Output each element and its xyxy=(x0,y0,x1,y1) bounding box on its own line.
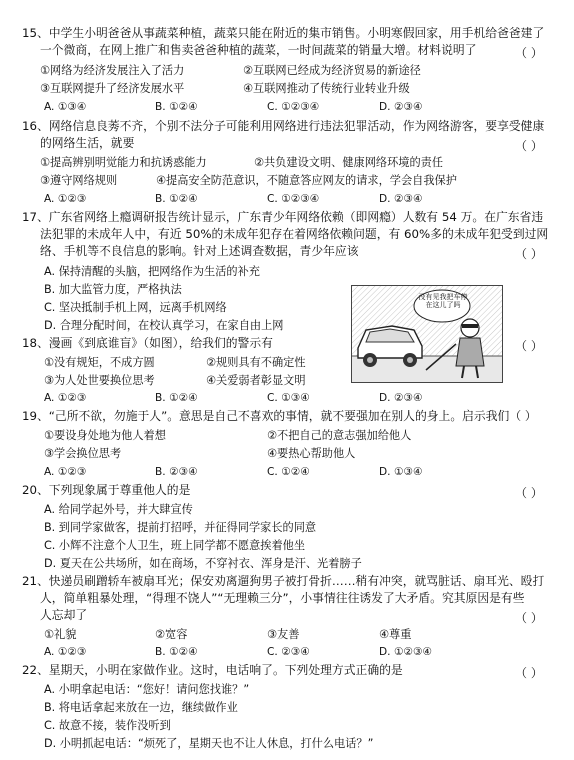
q18-option-b: B. ①②④ xyxy=(155,392,198,404)
q15-statement-2: ②互联网已经成为经济贸易的新途径 xyxy=(243,64,421,77)
q21-answer-paren: （ ） xyxy=(515,611,543,625)
q19-option-b: B. ②③④ xyxy=(155,466,198,478)
q20-option-c: C. 小辉不注意个人卫生，班上同学都不愿意挨着他坐 xyxy=(44,539,306,552)
q18-option-a: A. ①②③ xyxy=(44,392,87,404)
q20-option-b: B. 到同学家做客，提前打招呼，并征得同学家长的同意 xyxy=(44,521,317,534)
q15-stem-line2: 一个微商，在网上推广和售卖爸爸种植的蔬菜，一时间蔬菜的销量大增。材料说明了 xyxy=(40,43,477,57)
q21-statement-3: ③友善 xyxy=(267,628,300,641)
q16-option-b: B. ①②④ xyxy=(155,193,198,205)
q18-statement-3: ③为人处世要换位思考 xyxy=(44,374,155,387)
q20-option-d: D. 夏天在公共场所，如在商场，不穿衬衣、浑身是汗、光着膀子 xyxy=(44,557,362,570)
q15-option-b: B. ①②④ xyxy=(155,101,198,113)
q21-statement-4: ④尊重 xyxy=(379,628,412,641)
q16-statement-4: ④提高安全防范意识，不随意答应网友的请求，学会自我保护 xyxy=(156,174,457,187)
q16-answer-paren: （ ） xyxy=(515,139,543,153)
cartoon-image xyxy=(351,285,503,383)
q19-statement-4: ④要热心帮助他人 xyxy=(267,447,356,460)
q18-option-d: D. ②③④ xyxy=(379,392,423,404)
q18-option-c: C. ①③④ xyxy=(267,392,310,404)
q20-option-a: A. 给同学起外号，并大肆宣传 xyxy=(44,503,193,516)
q19-option-d: D. ①③④ xyxy=(379,466,423,478)
q18-stem: 18、漫画《到底谁盲》（如图），给我们的警示有 xyxy=(22,336,273,350)
q18-statement-2: ②规则具有不确定性 xyxy=(206,356,306,369)
q15-option-c: C. ①②③④ xyxy=(267,101,320,113)
q21-statement-2: ②宽容 xyxy=(155,628,188,641)
q21-option-c: C. ②③④ xyxy=(267,646,310,658)
q19-statement-2: ②不把自己的意志强加给他人 xyxy=(267,429,412,442)
q19-option-c: C. ①②④ xyxy=(267,466,310,478)
q17-stem-line2: 法犯罪的未成年人中，有近 50%的未成年犯存在着网络依赖问题，有 60%多的未成年犯受到过网 xyxy=(40,227,549,241)
q16-option-a: A. ①②③ xyxy=(44,193,87,205)
q21-stem-line2: 人，简单粗暴处理，“得理不饶人”“无理赖三分”，小事情往往诱发了大矛盾。究其原因是有些 xyxy=(40,591,525,605)
q16-option-c: C. ①②③④ xyxy=(267,193,320,205)
q22-option-d: D. 小明抓起电话：“烦死了，星期天也不让人休息，打什么电话？” xyxy=(44,737,374,750)
q21-stem-line3: 人忘却了 xyxy=(40,608,88,622)
q16-option-d: D. ②③④ xyxy=(379,193,423,205)
q17-option-d: D. 合理分配时间，在校认真学习，在家自由上网 xyxy=(44,319,284,332)
q17-option-a: A. 保持清醒的头脑，把网络作为生活的补充 xyxy=(44,265,260,278)
q15-answer-paren: （ ） xyxy=(515,46,543,60)
q21-option-b: B. ①②④ xyxy=(155,646,198,658)
q21-option-a: A. ①②③ xyxy=(44,646,87,658)
q19-option-a: A. ①②③ xyxy=(44,466,87,478)
q22-option-a: A. 小明拿起电话：“您好！请问您找谁？” xyxy=(44,683,250,696)
q20-answer-paren: （ ） xyxy=(515,486,543,500)
q16-statement-2: ②共负建设文明、健康网络环境的责任 xyxy=(254,156,444,169)
q19-statement-1: ①要设身处地为他人着想 xyxy=(44,429,166,442)
q17-stem-line1: 17、广东省网络上瘾调研报告统计显示，广东青少年网络依赖（即网瘾）人数有 54 万。在广东省违 xyxy=(22,210,544,224)
q21-stem-line1: 21、快递员刷蹭轿车被扇耳光；保安劝离遛狗男子被打骨折……稍有冲突，就骂脏话、扇耳光、殴打 xyxy=(22,574,545,588)
q18-statement-4: ④关爱弱者彰显文明 xyxy=(206,374,306,387)
q21-statement-1: ①礼貌 xyxy=(44,628,77,641)
cartoon-speech-text: 没有见我把车停在这儿了吗 xyxy=(418,293,468,309)
q17-option-b: B. 加大监管力度，严格执法 xyxy=(44,283,182,296)
q18-answer-paren: （ ） xyxy=(515,339,543,353)
q15-statement-1: ①网络为经济发展注入了活力 xyxy=(40,64,185,77)
q16-stem-line2: 的网络生活，就要 xyxy=(40,136,135,150)
q18-statement-1: ①没有规矩，不成方圆 xyxy=(44,356,155,369)
q15-option-a: A. ①③④ xyxy=(44,101,87,113)
q15-option-d: D. ②③④ xyxy=(379,101,423,113)
q17-option-c: C. 坚决抵制手机上网，远离手机网络 xyxy=(44,301,227,314)
q16-statement-1: ①提高辨别明觉能力和抗诱惑能力 xyxy=(40,156,207,169)
q17-stem-line3: 络、手机等不良信息的影响。针对上述调查数据，青少年应该 xyxy=(40,244,359,258)
q15-statement-4: ④互联网推动了传统行业转业升级 xyxy=(243,82,410,95)
q22-stem: 22、星期天，小明在家做作业。这时，电话响了。下列处理方式正确的是 xyxy=(22,663,403,677)
q17-answer-paren: （ ） xyxy=(515,247,543,261)
q16-stem-line1: 16、网络信息良莠不齐，个别不法分子可能利用网络进行违法犯罪活动，作为网络游客，要享受健康 xyxy=(22,119,545,133)
q20-stem: 20、下列现象属于尊重他人的是 xyxy=(22,483,191,497)
q21-option-d: D. ①②③④ xyxy=(379,646,432,658)
q19-stem: 19、“己所不欲，勿施于人”。意思是自己不喜欢的事情，就不要强加在别人的身上。启示我们（ ） xyxy=(22,409,537,423)
q15-statement-3: ③互联网提升了经济发展水平 xyxy=(40,82,185,95)
q22-option-b: B. 将电话拿起来放在一边，继续做作业 xyxy=(44,701,238,714)
q19-statement-3: ③学会换位思考 xyxy=(44,447,122,460)
q16-statement-3: ③遵守网络规则 xyxy=(40,174,118,187)
q22-answer-paren: （ ） xyxy=(515,666,543,680)
q15-stem-line1: 15、中学生小明爸爸从事蔬菜种植，蔬菜只能在附近的集市销售。小明寒假回家，用手机给爸爸建了 xyxy=(22,26,545,40)
q22-option-c: C. 故意不接，装作没听到 xyxy=(44,719,171,732)
